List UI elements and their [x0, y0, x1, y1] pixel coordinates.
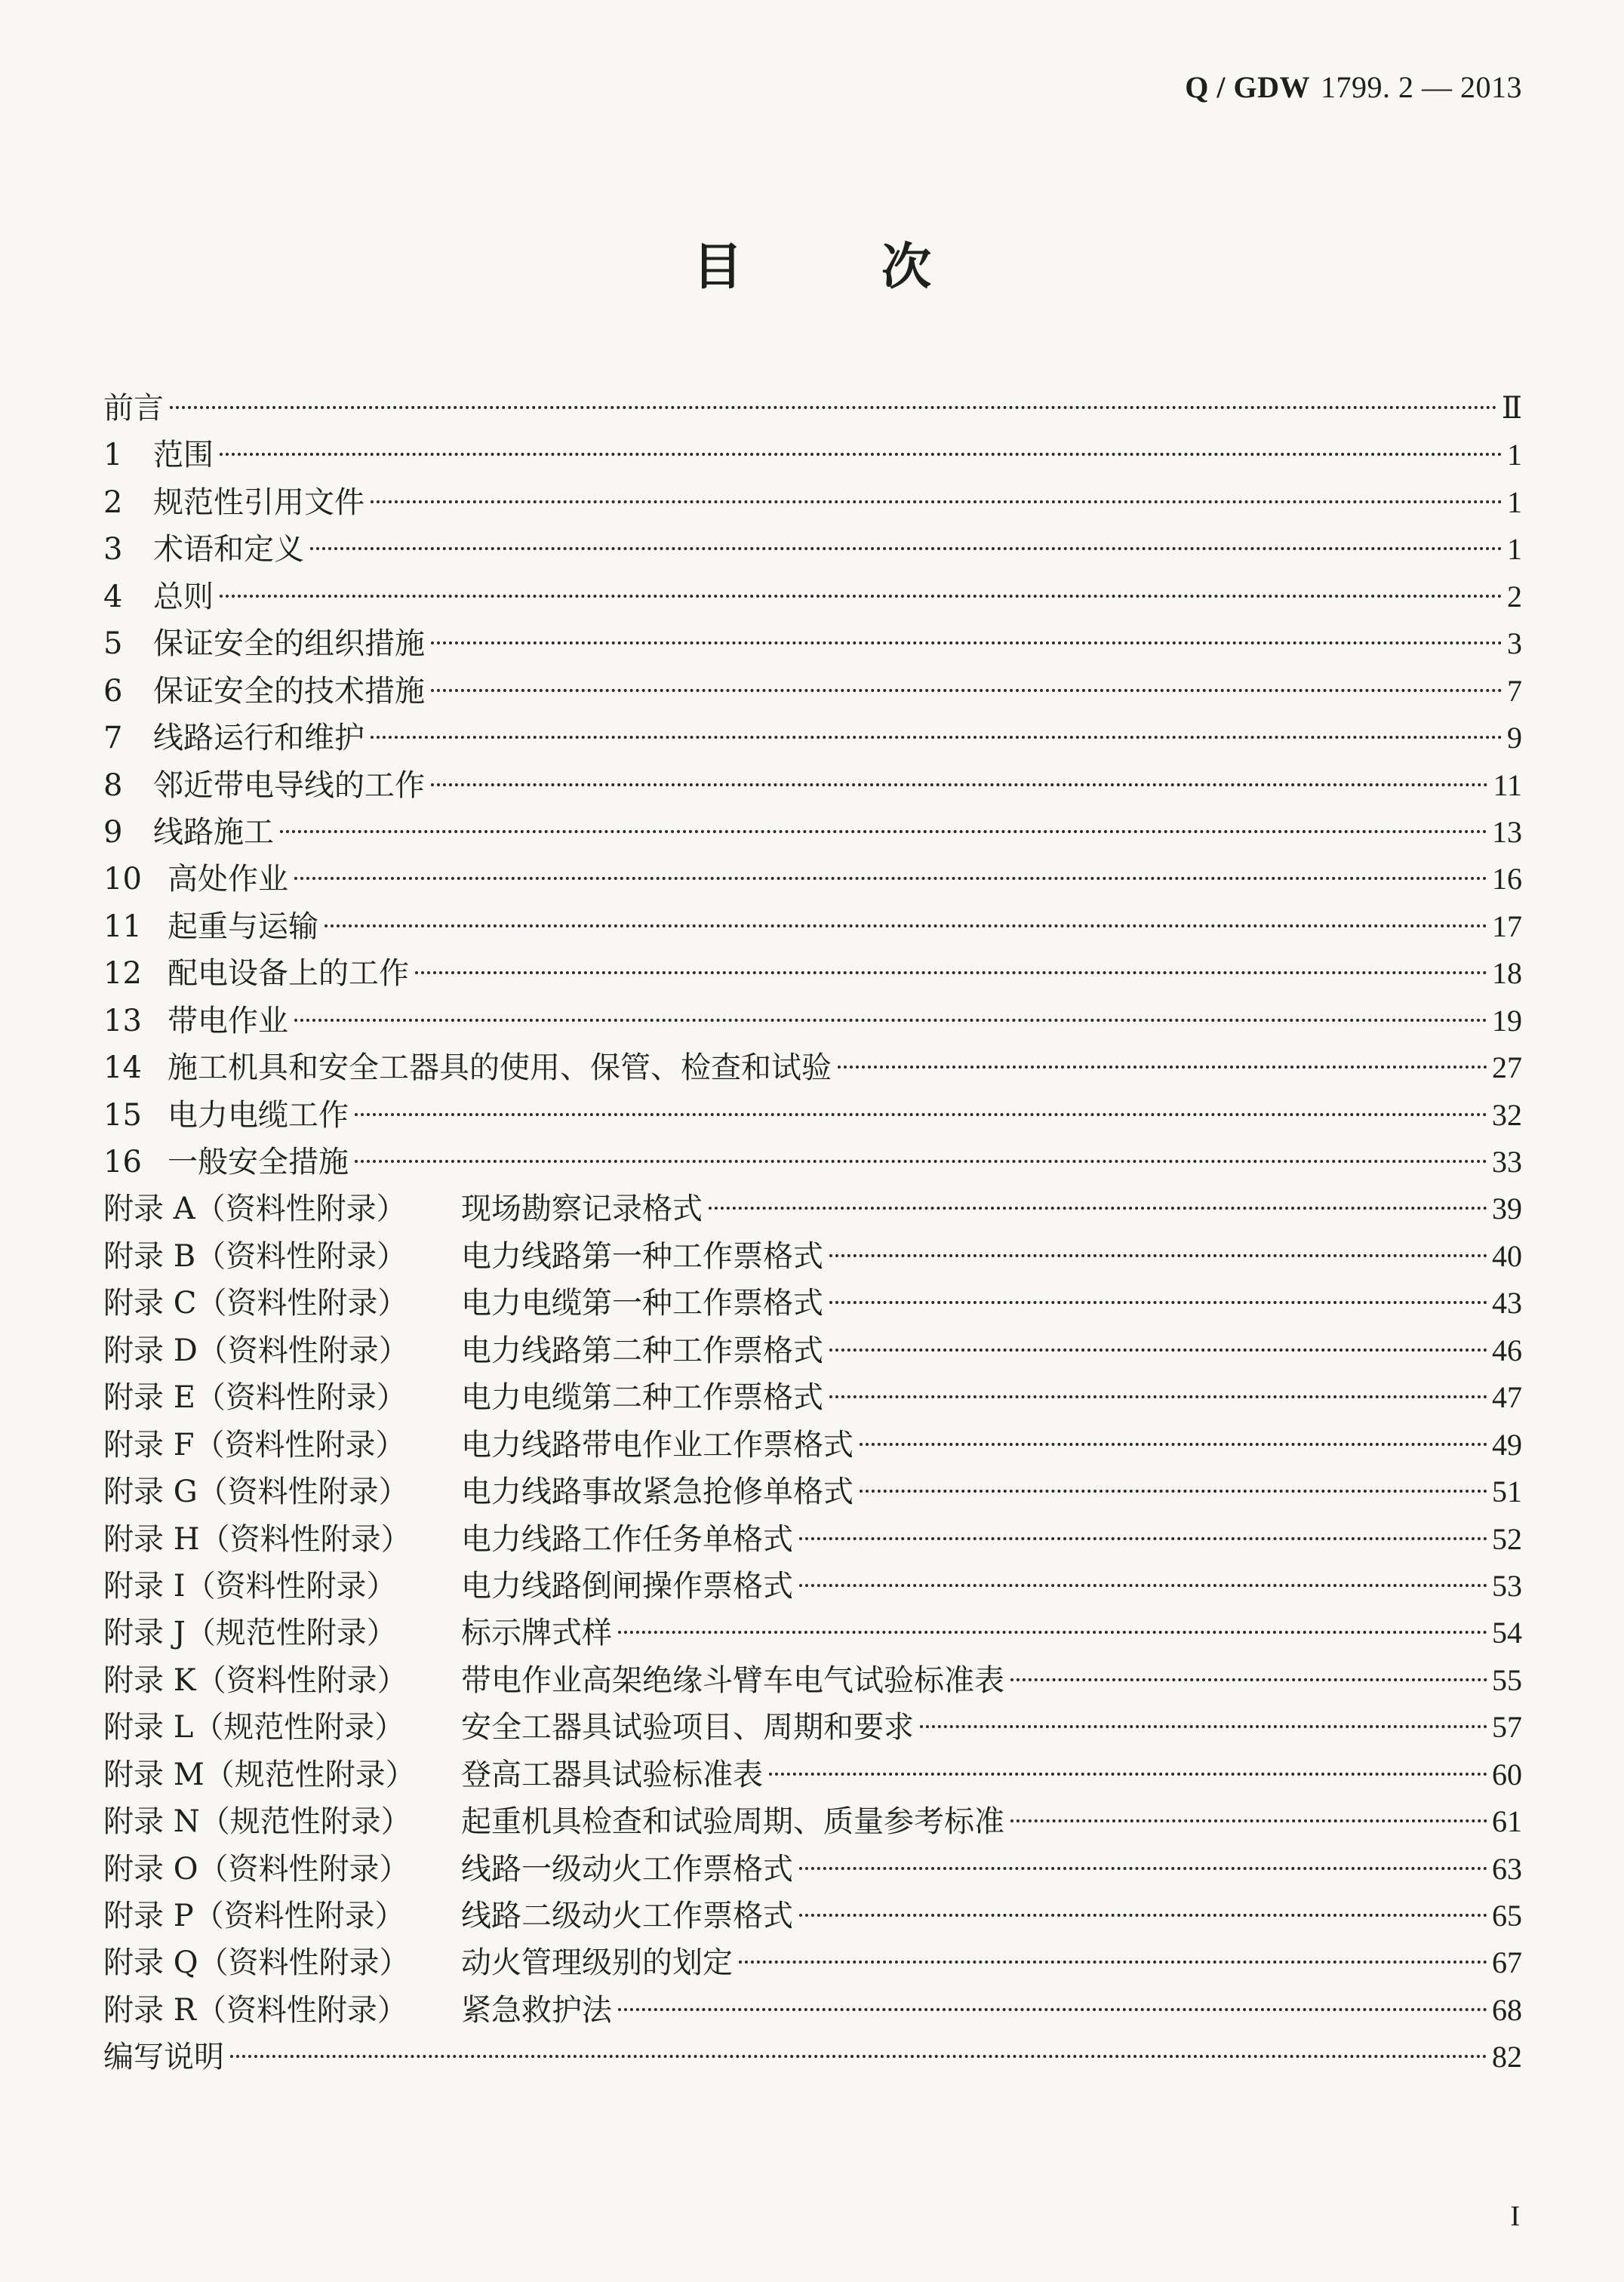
toc-entry-title — [103, 1092, 349, 1139]
dot-leader — [799, 1867, 1487, 1870]
toc-entry-text: 线路一级动火工作票格式 — [461, 1851, 793, 1887]
toc-section-number: 7 — [103, 721, 123, 756]
toc-section-number: 14 — [103, 1050, 142, 1086]
toc-section-number: 15 — [103, 1097, 142, 1133]
toc-entry-text: 电力线路第一种工作票格式 — [461, 1238, 823, 1274]
toc-entry-text: 前言 — [103, 391, 164, 426]
toc-entry[interactable] — [103, 903, 1522, 950]
toc-entry-text: 起重机具检查和试验周期、质量参考标准 — [461, 1804, 1004, 1840]
toc-appendix-label: 附录 R（资料性附录） — [103, 1992, 408, 2028]
toc-entry-title — [103, 1563, 793, 1610]
toc-entry-title — [103, 1327, 823, 1374]
toc-entry-title — [103, 903, 318, 950]
toc-page-number: 49 — [1492, 1427, 1522, 1462]
toc-entry-text: 线路二级动火工作票格式 — [461, 1899, 793, 1933]
toc-page-number: 57 — [1492, 1710, 1522, 1745]
toc-entry[interactable] — [103, 1186, 1522, 1232]
dot-leader — [920, 1725, 1487, 1728]
toc-entry-title — [103, 1798, 1004, 1845]
toc-entry[interactable] — [103, 620, 1522, 667]
toc-page-number: 65 — [1492, 1899, 1522, 1933]
toc-section-number: 9 — [103, 814, 123, 850]
toc-appendix-label: 附录 A（资料性附录） — [103, 1192, 407, 1227]
page-number: I — [1510, 2200, 1520, 2232]
toc-entry-text: 电力线路事故紧急抢修单格式 — [461, 1475, 854, 1510]
toc-entry-title — [103, 1044, 832, 1091]
toc-appendix-label: 附录 E（资料性附录） — [103, 1380, 407, 1416]
toc-entry-title — [103, 668, 425, 715]
toc-entry-text: 线路运行和维护 — [153, 721, 364, 756]
dot-leader — [838, 1066, 1487, 1069]
toc-entry[interactable] — [103, 856, 1522, 903]
dot-leader — [829, 1395, 1487, 1398]
toc-entry[interactable] — [103, 1846, 1522, 1893]
toc-entry-title — [103, 1516, 793, 1563]
toc-section-number: 2 — [103, 484, 123, 520]
toc-page-number: 19 — [1492, 1003, 1522, 1038]
toc-page-number: 39 — [1492, 1192, 1522, 1226]
toc-section-number: 8 — [103, 767, 123, 803]
dot-leader — [431, 689, 1503, 692]
dot-leader — [799, 1537, 1487, 1540]
toc-section-number: 16 — [103, 1145, 142, 1179]
toc-entry-title — [103, 1939, 733, 1986]
toc-appendix-label: 附录 B（资料性附录） — [103, 1238, 408, 1274]
toc-page-number: 55 — [1492, 1662, 1522, 1697]
toc-page-number: 7 — [1507, 673, 1522, 708]
dot-leader — [230, 2055, 1487, 2058]
toc-entry-title — [103, 762, 425, 809]
toc-entry-title — [103, 385, 164, 432]
toc-page-number: 51 — [1492, 1475, 1522, 1509]
toc-entry-title — [103, 620, 425, 667]
toc-entry[interactable] — [103, 762, 1522, 809]
dot-leader — [799, 1914, 1487, 1917]
toc-entry-title — [103, 1751, 763, 1798]
toc-page-number: 18 — [1492, 956, 1522, 991]
dot-leader — [415, 971, 1487, 974]
toc-appendix-label: 附录 I（资料性附录） — [103, 1568, 397, 1604]
toc-entry-title — [103, 1610, 612, 1656]
table-of-contents — [103, 385, 1522, 2081]
toc-appendix-label: 附录 O（资料性附录） — [103, 1851, 410, 1887]
toc-entry-text: 登高工器具试验标准表 — [461, 1757, 763, 1792]
toc-appendix-label: 附录 Q（资料性附录） — [103, 1945, 410, 1981]
toc-entry-text: 带电作业高架绝缘斗臂车电气试验标准表 — [461, 1662, 1004, 1698]
toc-page-number: 67 — [1492, 1945, 1522, 1980]
toc-entry[interactable] — [103, 1939, 1522, 1986]
toc-page-number: 1 — [1507, 438, 1522, 472]
toc-section-number: 11 — [103, 909, 142, 944]
toc-appendix-label: 附录 N（规范性附录） — [103, 1804, 411, 1840]
dot-leader — [294, 1019, 1487, 1022]
dot-leader — [355, 1113, 1487, 1116]
document-header — [1185, 69, 1522, 105]
toc-entry-title — [103, 526, 304, 573]
toc-entry[interactable] — [103, 1563, 1522, 1610]
toc-section-number: 1 — [103, 438, 123, 473]
dot-leader — [769, 1773, 1487, 1776]
toc-section-number: 4 — [103, 579, 123, 614]
toc-entry-title — [103, 1704, 914, 1751]
toc-entry-text: 电力线路倒闸操作票格式 — [461, 1568, 793, 1604]
toc-entry[interactable] — [103, 1516, 1522, 1563]
toc-page-number: 2 — [1507, 579, 1522, 614]
toc-section-number: 13 — [103, 1003, 142, 1038]
standard-number: 1799. 2 — 2013 — [1321, 70, 1522, 104]
toc-entry-text: 范围 — [153, 438, 214, 473]
toc-entry[interactable] — [103, 950, 1522, 997]
toc-entry[interactable] — [103, 998, 1522, 1044]
toc-page-number: 27 — [1492, 1050, 1522, 1085]
toc-entry[interactable] — [103, 574, 1522, 620]
toc-entry-text: 电力电缆第一种工作票格式 — [461, 1286, 823, 1321]
toc-section-number: 10 — [103, 862, 142, 897]
toc-entry-title — [103, 950, 409, 997]
toc-page-number: 63 — [1492, 1851, 1522, 1886]
toc-page-number: 16 — [1492, 862, 1522, 896]
toc-entry-text: 配电设备上的工作 — [168, 956, 409, 992]
dot-leader — [371, 736, 1503, 739]
toc-entry[interactable] — [103, 1139, 1522, 1186]
toc-appendix-label: 附录 P（资料性附录） — [103, 1899, 405, 1933]
dot-leader — [1010, 1678, 1487, 1681]
toc-entry[interactable] — [103, 385, 1522, 432]
toc-entry[interactable] — [103, 2034, 1522, 2081]
toc-page-number: 46 — [1492, 1333, 1522, 1367]
toc-page-number: 13 — [1492, 814, 1522, 849]
title-char-1: 目 — [693, 238, 743, 296]
toc-entry-title — [103, 1657, 1004, 1704]
toc-page-number: 40 — [1492, 1238, 1522, 1273]
toc-page-number: 82 — [1492, 2040, 1522, 2074]
title-char-2: 次 — [881, 238, 931, 296]
dot-leader — [355, 1160, 1487, 1163]
toc-entry[interactable] — [103, 715, 1522, 761]
toc-page-number: Ⅱ — [1501, 391, 1522, 425]
toc-entry[interactable] — [103, 526, 1522, 573]
dot-leader — [431, 641, 1503, 644]
toc-entry[interactable] — [103, 1374, 1522, 1421]
toc-entry-title — [103, 1469, 854, 1515]
toc-entry-title — [103, 856, 288, 903]
dot-leader — [220, 453, 1503, 456]
dot-leader — [371, 500, 1503, 503]
toc-entry-title — [103, 715, 364, 761]
toc-entry-text: 标示牌式样 — [461, 1616, 612, 1651]
toc-appendix-label: 附录 M（规范性附录） — [103, 1757, 416, 1792]
toc-page-number: 17 — [1492, 909, 1522, 943]
toc-page-number: 9 — [1507, 721, 1522, 755]
dot-leader — [860, 1443, 1487, 1446]
toc-entry-title — [103, 574, 214, 620]
dot-leader — [618, 1631, 1487, 1634]
dot-leader — [431, 783, 1488, 786]
toc-entry[interactable] — [103, 668, 1522, 715]
toc-appendix-label: 附录 K（资料性附录） — [103, 1662, 408, 1698]
toc-entry-text: 邻近带电导线的工作 — [153, 767, 425, 803]
toc-entry[interactable] — [103, 1704, 1522, 1751]
toc-entry-text: 保证安全的组织措施 — [153, 626, 425, 662]
toc-page-number: 3 — [1507, 626, 1522, 661]
toc-entry-title — [103, 1374, 823, 1421]
toc-appendix-label: 附录 J（规范性附录） — [103, 1616, 397, 1651]
toc-section-number: 6 — [103, 673, 123, 709]
toc-entry[interactable] — [103, 1751, 1522, 1798]
toc-entry[interactable] — [103, 1893, 1522, 1939]
toc-page-number: 68 — [1492, 1992, 1522, 2027]
toc-entry-title — [103, 1846, 793, 1893]
toc-appendix-label: 附录 D（资料性附录） — [103, 1333, 409, 1368]
toc-entry-title — [103, 1139, 349, 1186]
toc-entry-text: 一般安全措施 — [168, 1145, 349, 1179]
dot-leader — [324, 924, 1487, 927]
toc-appendix-label: 附录 L（规范性附录） — [103, 1710, 405, 1745]
standard-code: Q / GDW — [1185, 70, 1310, 104]
dot-leader — [829, 1301, 1487, 1304]
toc-entry[interactable] — [103, 1798, 1522, 1845]
dot-leader — [280, 830, 1487, 833]
dot-leader — [294, 877, 1487, 880]
toc-entry-title — [103, 1987, 612, 2034]
toc-entry[interactable] — [103, 1657, 1522, 1704]
toc-entry-title — [103, 1280, 823, 1327]
page-title — [0, 226, 1624, 298]
toc-entry-text: 电力线路第二种工作票格式 — [461, 1333, 823, 1368]
toc-page-number: 54 — [1492, 1616, 1522, 1650]
toc-entry[interactable] — [103, 1280, 1522, 1327]
toc-section-number: 12 — [103, 956, 142, 992]
toc-entry-title — [103, 1186, 703, 1232]
toc-entry-text: 线路施工 — [153, 814, 274, 850]
dot-leader — [310, 547, 1503, 550]
toc-page-number: 60 — [1492, 1757, 1522, 1791]
toc-entry-title — [103, 809, 274, 856]
dot-leader — [709, 1207, 1487, 1210]
toc-page-number: 43 — [1492, 1286, 1522, 1321]
toc-entry-text: 编写说明 — [103, 2040, 224, 2075]
toc-appendix-label: 附录 H（资料性附录） — [103, 1521, 411, 1557]
toc-entry-text: 高处作业 — [168, 862, 288, 897]
toc-entry[interactable] — [103, 1044, 1522, 1091]
toc-entry-text: 现场勘察记录格式 — [461, 1192, 703, 1227]
toc-entry-title — [103, 1422, 854, 1469]
toc-entry-text: 动火管理级别的划定 — [461, 1945, 733, 1981]
dot-leader — [829, 1254, 1487, 1257]
toc-entry-text: 带电作业 — [168, 1003, 288, 1038]
toc-entry-text: 电力线路带电作业工作票格式 — [461, 1427, 854, 1462]
toc-entry-text: 安全工器具试验项目、周期和要求 — [461, 1710, 914, 1745]
toc-section-number: 5 — [103, 626, 123, 662]
dot-leader — [1010, 1819, 1487, 1822]
toc-entry[interactable] — [103, 432, 1522, 478]
dot-leader — [220, 595, 1503, 598]
toc-entry[interactable] — [103, 1092, 1522, 1139]
toc-entry[interactable] — [103, 809, 1522, 856]
toc-entry-text: 施工机具和安全工器具的使用、保管、检查和试验 — [168, 1050, 832, 1086]
toc-entry-text: 电力电缆第二种工作票格式 — [461, 1380, 823, 1416]
toc-entry[interactable] — [103, 1469, 1522, 1515]
toc-appendix-label: 附录 C（资料性附录） — [103, 1286, 408, 1321]
toc-page-number: 1 — [1507, 532, 1522, 567]
toc-entry-text: 紧急救护法 — [461, 1992, 612, 2028]
dot-leader — [170, 406, 1497, 409]
toc-entry[interactable] — [103, 1987, 1522, 2034]
dot-leader — [739, 1961, 1487, 1964]
toc-entry-title — [103, 1233, 823, 1280]
toc-page-number: 11 — [1493, 767, 1522, 802]
dot-leader — [799, 1584, 1487, 1587]
toc-page-number: 33 — [1492, 1145, 1522, 1179]
toc-entry-text: 起重与运输 — [168, 909, 318, 944]
toc-entry-text: 规范性引用文件 — [153, 484, 364, 520]
toc-page-number: 1 — [1507, 484, 1522, 519]
toc-page-number: 52 — [1492, 1521, 1522, 1556]
toc-entry-title — [103, 1893, 793, 1939]
toc-entry[interactable] — [103, 1233, 1522, 1280]
dot-leader — [829, 1349, 1487, 1352]
toc-entry-text: 电力电缆工作 — [168, 1097, 349, 1133]
toc-entry-title — [103, 479, 364, 526]
toc-section-number: 3 — [103, 532, 123, 567]
toc-page-number: 47 — [1492, 1380, 1522, 1415]
toc-entry-text: 总则 — [153, 579, 214, 614]
toc-entry[interactable] — [103, 1422, 1522, 1469]
toc-appendix-label: 附录 G（资料性附录） — [103, 1475, 409, 1510]
toc-entry-title — [103, 432, 214, 478]
toc-page-number: 61 — [1492, 1804, 1522, 1839]
dot-leader — [860, 1490, 1487, 1493]
toc-entry[interactable] — [103, 1327, 1522, 1374]
toc-entry[interactable] — [103, 479, 1522, 526]
toc-entry-text: 电力线路工作任务单格式 — [461, 1521, 793, 1557]
dot-leader — [618, 2008, 1487, 2011]
toc-entry-title — [103, 2034, 224, 2081]
toc-entry-text: 保证安全的技术措施 — [153, 673, 425, 709]
toc-page-number: 32 — [1492, 1097, 1522, 1132]
toc-entry-title — [103, 998, 288, 1044]
toc-appendix-label: 附录 F（资料性附录） — [103, 1427, 406, 1462]
toc-entry[interactable] — [103, 1610, 1522, 1656]
toc-page-number: 53 — [1492, 1568, 1522, 1603]
toc-entry-text: 术语和定义 — [153, 532, 304, 567]
